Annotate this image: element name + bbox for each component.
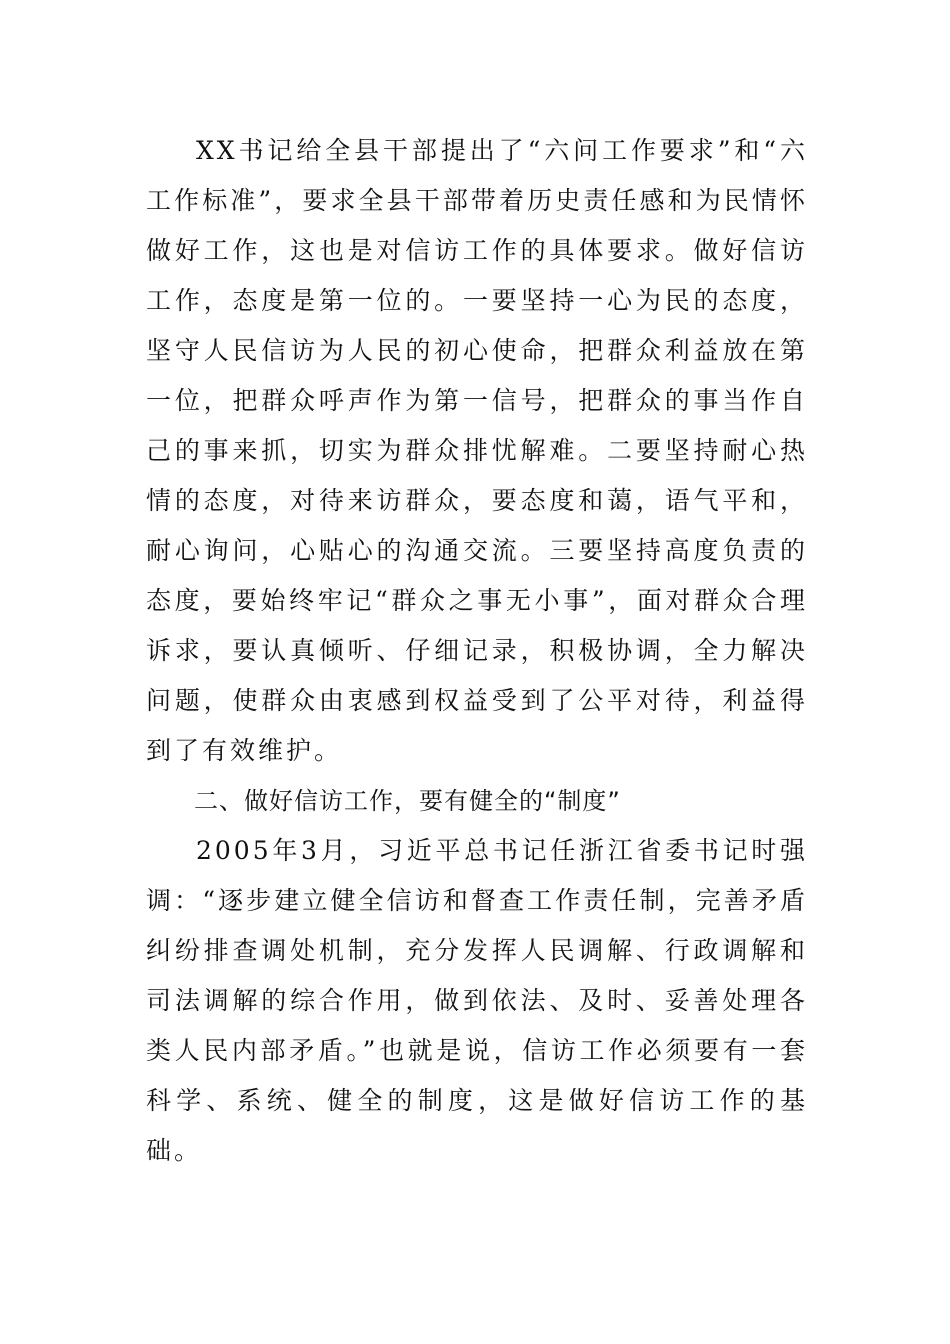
section-heading-2: 二、做好信访工作，要有健全的“制度”: [194, 787, 621, 815]
document-body: [146, 126, 808, 1176]
body-paragraph-1: XX书记给全县干部提出了“六问工作要求”和“六工作标准”，要求全县干部带着历史责任感和为民情怀做好工作，这也是对信访工作的具体要求。做好信访工作，态度是第一位的。一要坚持一心为民的态度，坚守人民信访为人民的初心使命，把群众利益放在第一位，把群众呼声作为第一信号，把群众的事当作自己的事来抓，切实为群众排忧解难。二要坚持耐心热情的态度，对待来访群众，要态度和蔼，语气平和，耐心询问，心贴心的沟通交流。三要坚持高度负责的态度，要始终牢记“群众之事无小事”，面对群众合理诉求，要认真倾听、仔细记录，积极协调，全力解决问题，使群众由衷感到权益受到了公平对待，利益得到了有效维护。: [146, 136, 808, 765]
body-paragraph-2: 2005年3月，习近平总书记任浙江省委书记时强调：“逐步建立健全信访和督查工作责任制，完善矛盾纠纷排查调处机制，充分发挥人民调解、行政调解和司法调解的综合作用，做到依法、及时、妥善处理各类人民内部矛盾。”也就是说，信访工作必须要有一套科学、系统、健全的制度，这是做好信访工作的基础。: [146, 836, 808, 1165]
